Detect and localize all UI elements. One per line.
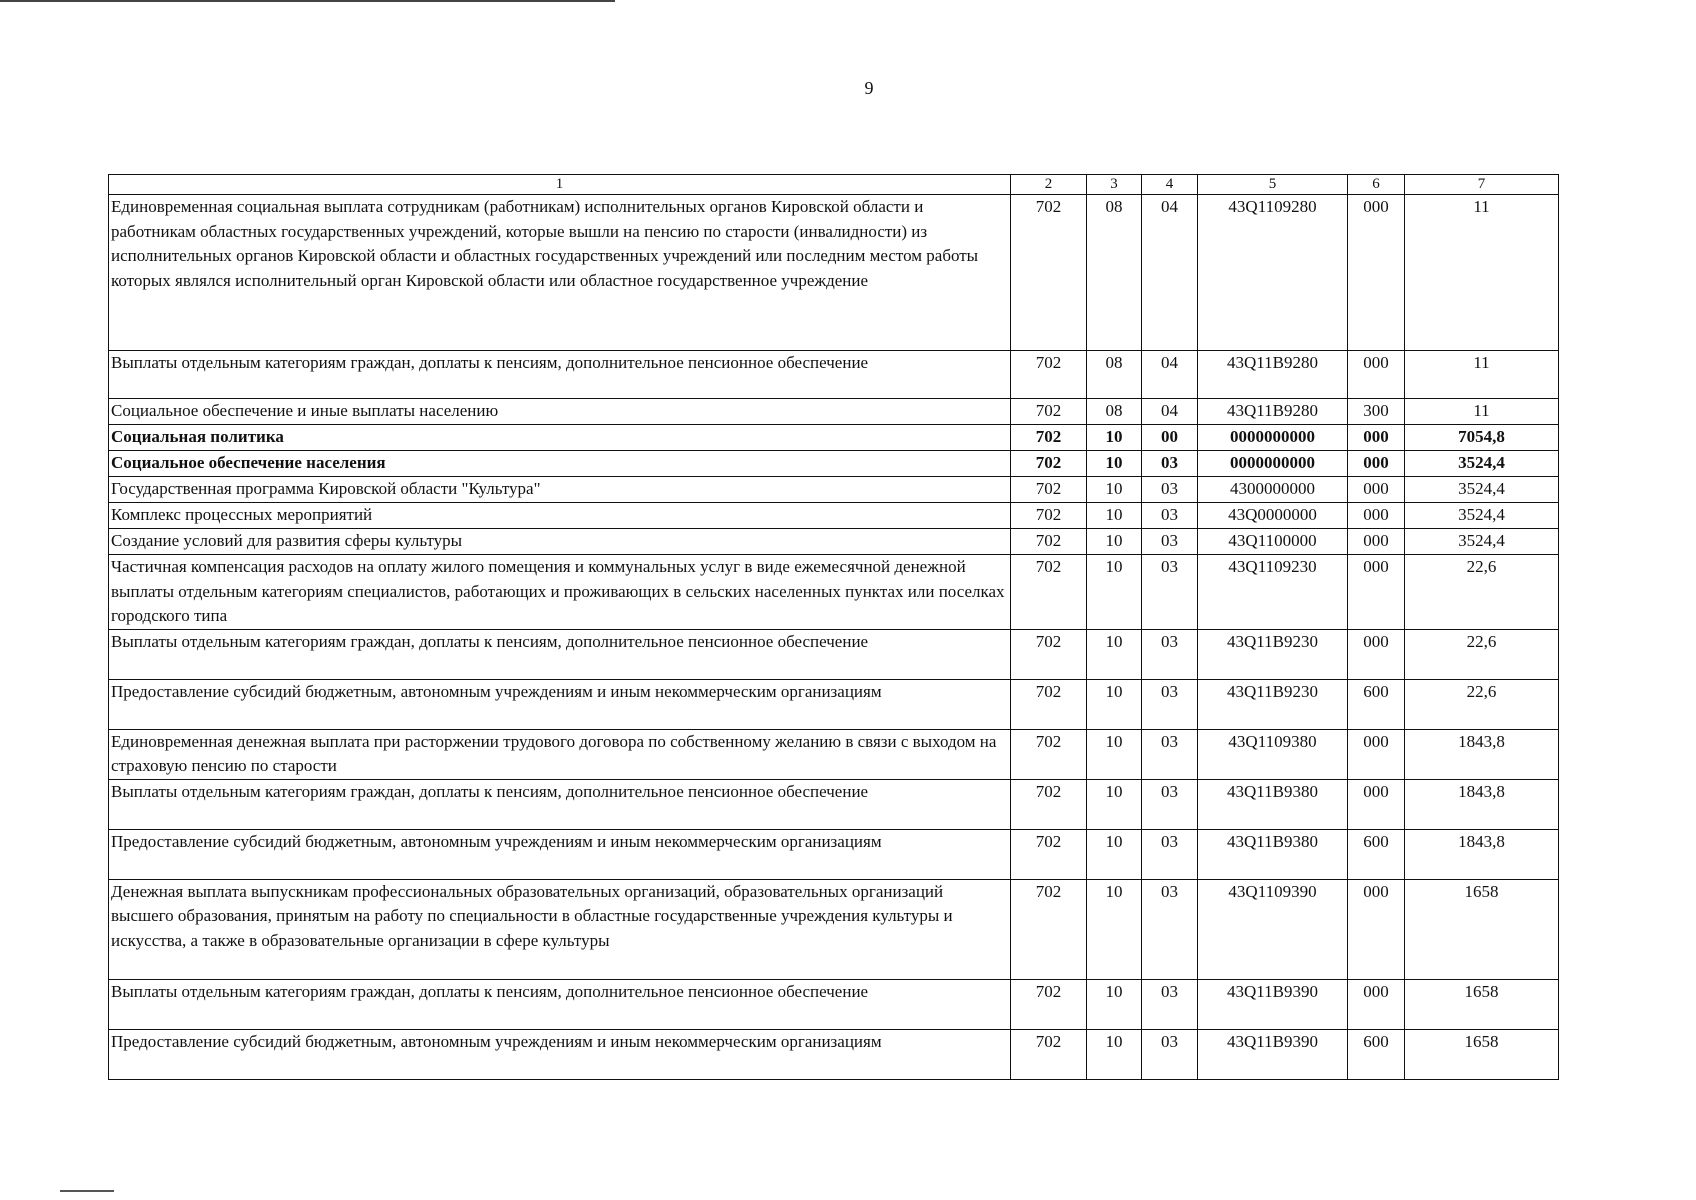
table-row <box>109 679 1559 729</box>
table-row <box>109 399 1559 425</box>
row-amount-cell: 3524,4 <box>1405 477 1559 503</box>
row-code-2-cell: 702 <box>1011 555 1087 630</box>
row-name-cell: Социальное обеспечение населения <box>109 451 1011 477</box>
row-code-4-cell: 04 <box>1142 351 1198 399</box>
header-row <box>109 175 1559 195</box>
row-name-cell: Частичная компенсация расходов на оплату жилого помещения и коммунальных услуг в виде ежемесячной денежной выплаты отдельным категориям специалистов, работающих и проживающих в сельских населенных пунктах или поселках городского типа <box>109 555 1011 630</box>
row-code-5-cell: 43Q11B9380 <box>1198 779 1348 829</box>
row-code-2-cell: 702 <box>1011 679 1087 729</box>
row-code-6-cell: 000 <box>1348 351 1405 399</box>
row-code-6-cell: 600 <box>1348 829 1405 879</box>
row-code-6-cell: 300 <box>1348 399 1405 425</box>
row-amount-cell: 1658 <box>1405 879 1559 979</box>
table-row <box>109 779 1559 829</box>
column-header: 1 <box>109 175 1011 195</box>
row-code-5-cell: 43Q11B9390 <box>1198 1029 1348 1079</box>
row-amount-cell: 1658 <box>1405 1029 1559 1079</box>
row-code-4-cell: 03 <box>1142 477 1198 503</box>
table-row <box>109 979 1559 1029</box>
page-number: 9 <box>864 78 874 98</box>
table-row <box>109 829 1559 879</box>
row-name-cell: Выплаты отдельным категориям граждан, доплаты к пенсиям, дополнительное пенсионное обеспечение <box>109 779 1011 829</box>
row-code-6-cell: 000 <box>1348 529 1405 555</box>
row-code-3-cell: 10 <box>1087 503 1142 529</box>
row-code-2-cell: 702 <box>1011 399 1087 425</box>
row-code-4-cell: 03 <box>1142 829 1198 879</box>
row-code-5-cell: 4300000000 <box>1198 477 1348 503</box>
row-code-2-cell: 702 <box>1011 451 1087 477</box>
row-code-5-cell: 43Q11B9230 <box>1198 679 1348 729</box>
row-code-5-cell: 43Q1109280 <box>1198 195 1348 351</box>
row-code-2-cell: 702 <box>1011 503 1087 529</box>
row-code-6-cell: 000 <box>1348 779 1405 829</box>
row-code-4-cell: 04 <box>1142 195 1198 351</box>
row-code-3-cell: 10 <box>1087 425 1142 451</box>
row-amount-cell: 3524,4 <box>1405 529 1559 555</box>
scan-edge-mark <box>0 0 615 2</box>
row-code-3-cell: 10 <box>1087 829 1142 879</box>
row-amount-cell: 11 <box>1405 195 1559 351</box>
row-code-5-cell: 0000000000 <box>1198 451 1348 477</box>
column-header: 3 <box>1087 175 1142 195</box>
row-code-2-cell: 702 <box>1011 979 1087 1029</box>
row-name-cell: Предоставление субсидий бюджетным, автономным учреждениям и иным некоммерческим организациям <box>109 679 1011 729</box>
row-code-2-cell: 702 <box>1011 829 1087 879</box>
row-code-5-cell: 43Q11B9380 <box>1198 829 1348 879</box>
row-name-cell: Выплаты отдельным категориям граждан, доплаты к пенсиям, дополнительное пенсионное обеспечение <box>109 979 1011 1029</box>
row-code-2-cell: 702 <box>1011 1029 1087 1079</box>
row-name-cell: Выплаты отдельным категориям граждан, доплаты к пенсиям, дополнительное пенсионное обеспечение <box>109 351 1011 399</box>
row-code-6-cell: 600 <box>1348 679 1405 729</box>
row-code-5-cell: 0000000000 <box>1198 425 1348 451</box>
row-name-cell: Государственная программа Кировской области "Культура" <box>109 477 1011 503</box>
row-code-3-cell: 10 <box>1087 979 1142 1029</box>
row-code-2-cell: 702 <box>1011 729 1087 779</box>
table-row <box>109 503 1559 529</box>
row-code-5-cell: 43Q1100000 <box>1198 529 1348 555</box>
row-code-6-cell: 600 <box>1348 1029 1405 1079</box>
row-code-4-cell: 03 <box>1142 679 1198 729</box>
row-amount-cell: 3524,4 <box>1405 503 1559 529</box>
table-row <box>109 879 1559 979</box>
row-name-cell: Создание условий для развития сферы культуры <box>109 529 1011 555</box>
budget-table <box>108 174 1559 1080</box>
column-header: 6 <box>1348 175 1405 195</box>
row-code-4-cell: 03 <box>1142 503 1198 529</box>
table-row <box>109 451 1559 477</box>
table-row <box>109 1029 1559 1079</box>
row-name-cell: Социальное обеспечение и иные выплаты населению <box>109 399 1011 425</box>
row-code-6-cell: 000 <box>1348 451 1405 477</box>
row-code-6-cell: 000 <box>1348 979 1405 1029</box>
table-row <box>109 351 1559 399</box>
row-code-6-cell: 000 <box>1348 629 1405 679</box>
row-code-2-cell: 702 <box>1011 477 1087 503</box>
row-name-cell: Единовременная денежная выплата при расторжении трудового договора по собственному желанию в связи с выходом на страховую пенсию по старости <box>109 729 1011 779</box>
row-code-5-cell: 43Q0000000 <box>1198 503 1348 529</box>
row-code-2-cell: 702 <box>1011 195 1087 351</box>
row-code-3-cell: 08 <box>1087 399 1142 425</box>
table-row <box>109 195 1559 351</box>
row-code-4-cell: 00 <box>1142 425 1198 451</box>
row-amount-cell: 22,6 <box>1405 679 1559 729</box>
row-name-cell: Единовременная социальная выплата сотрудникам (работникам) исполнительных органов Кировской области и работникам областных государственных учреждений, которые вышли на пенсию по старости (инвалидности) из исполнительных органов Кировской области и областных государственных учреждений или последним местом работы которых являлся исполнительный орган Кировской области или областное государственное учреждение <box>109 195 1011 351</box>
row-code-4-cell: 04 <box>1142 399 1198 425</box>
row-code-3-cell: 08 <box>1087 195 1142 351</box>
row-code-2-cell: 702 <box>1011 425 1087 451</box>
row-code-6-cell: 000 <box>1348 425 1405 451</box>
row-code-4-cell: 03 <box>1142 979 1198 1029</box>
row-amount-cell: 1843,8 <box>1405 729 1559 779</box>
row-code-3-cell: 10 <box>1087 477 1142 503</box>
scan-edge-mark <box>60 1190 114 1192</box>
row-code-4-cell: 03 <box>1142 555 1198 630</box>
row-code-2-cell: 702 <box>1011 879 1087 979</box>
row-code-6-cell: 000 <box>1348 555 1405 630</box>
table-row <box>109 629 1559 679</box>
row-amount-cell: 7054,8 <box>1405 425 1559 451</box>
row-amount-cell: 22,6 <box>1405 629 1559 679</box>
row-name-cell: Предоставление субсидий бюджетным, автономным учреждениям и иным некоммерческим организациям <box>109 1029 1011 1079</box>
row-code-3-cell: 10 <box>1087 555 1142 630</box>
row-amount-cell: 22,6 <box>1405 555 1559 630</box>
row-code-2-cell: 702 <box>1011 629 1087 679</box>
row-code-3-cell: 10 <box>1087 679 1142 729</box>
row-name-cell: Выплаты отдельным категориям граждан, доплаты к пенсиям, дополнительное пенсионное обеспечение <box>109 629 1011 679</box>
row-code-6-cell: 000 <box>1348 195 1405 351</box>
row-code-4-cell: 03 <box>1142 879 1198 979</box>
row-code-5-cell: 43Q11B9280 <box>1198 399 1348 425</box>
row-amount-cell: 11 <box>1405 351 1559 399</box>
row-name-cell: Комплекс процессных мероприятий <box>109 503 1011 529</box>
row-code-2-cell: 702 <box>1011 351 1087 399</box>
row-code-5-cell: 43Q1109230 <box>1198 555 1348 630</box>
row-code-3-cell: 10 <box>1087 529 1142 555</box>
row-code-4-cell: 03 <box>1142 1029 1198 1079</box>
row-code-6-cell: 000 <box>1348 879 1405 979</box>
row-code-2-cell: 702 <box>1011 529 1087 555</box>
row-code-6-cell: 000 <box>1348 729 1405 779</box>
row-amount-cell: 3524,4 <box>1405 451 1559 477</box>
row-name-cell: Предоставление субсидий бюджетным, автономным учреждениям и иным некоммерческим организациям <box>109 829 1011 879</box>
table-row <box>109 555 1559 630</box>
row-code-3-cell: 10 <box>1087 879 1142 979</box>
table-row <box>109 477 1559 503</box>
column-header: 2 <box>1011 175 1087 195</box>
row-code-5-cell: 43Q1109380 <box>1198 729 1348 779</box>
row-code-3-cell: 10 <box>1087 779 1142 829</box>
row-code-5-cell: 43Q11B9280 <box>1198 351 1348 399</box>
row-code-2-cell: 702 <box>1011 779 1087 829</box>
row-code-5-cell: 43Q11B9230 <box>1198 629 1348 679</box>
row-name-cell: Денежная выплата выпускникам профессиональных образовательных организаций, образовательных организаций высшего образования, принятым на работу по специальности в областные государственные учреждения культуры и искусства, а также в образовательные организации в сфере культуры <box>109 879 1011 979</box>
row-code-4-cell: 03 <box>1142 729 1198 779</box>
table-row <box>109 729 1559 779</box>
row-amount-cell: 1658 <box>1405 979 1559 1029</box>
column-header: 5 <box>1198 175 1348 195</box>
row-code-4-cell: 03 <box>1142 529 1198 555</box>
row-code-6-cell: 000 <box>1348 503 1405 529</box>
table-row <box>109 529 1559 555</box>
row-amount-cell: 1843,8 <box>1405 779 1559 829</box>
row-amount-cell: 1843,8 <box>1405 829 1559 879</box>
table-row <box>109 425 1559 451</box>
row-code-3-cell: 08 <box>1087 351 1142 399</box>
row-code-4-cell: 03 <box>1142 779 1198 829</box>
row-code-4-cell: 03 <box>1142 451 1198 477</box>
row-code-3-cell: 10 <box>1087 629 1142 679</box>
column-header: 7 <box>1405 175 1559 195</box>
row-code-5-cell: 43Q1109390 <box>1198 879 1348 979</box>
row-code-6-cell: 000 <box>1348 477 1405 503</box>
row-code-5-cell: 43Q11B9390 <box>1198 979 1348 1029</box>
row-name-cell: Социальная политика <box>109 425 1011 451</box>
row-code-3-cell: 10 <box>1087 729 1142 779</box>
row-code-3-cell: 10 <box>1087 1029 1142 1079</box>
row-code-3-cell: 10 <box>1087 451 1142 477</box>
row-code-4-cell: 03 <box>1142 629 1198 679</box>
column-header: 4 <box>1142 175 1198 195</box>
row-amount-cell: 11 <box>1405 399 1559 425</box>
